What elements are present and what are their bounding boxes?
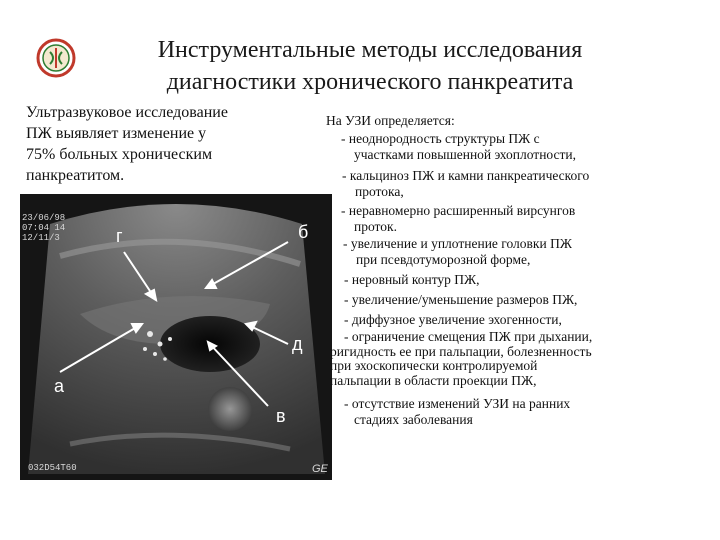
ultrasound-scan <box>20 194 332 480</box>
label-b: б <box>298 222 309 242</box>
finding-item: - отсутствие изменений УЗИ на ранних стадиях заболевания <box>344 396 571 427</box>
slide-title <box>90 34 650 98</box>
label-d: д <box>292 334 303 354</box>
findings-heading: На УЗИ определяется: <box>326 113 455 128</box>
label-a: а <box>54 376 65 396</box>
finding-item: - ограничение смещения ПЖ при дыхании, ригидность ее при пальпации, болезненность при эхоскопически контролируемой пальпации в области проекции ПЖ, <box>330 329 593 388</box>
intro-line-1: Ультразвуковое исследование <box>26 104 228 121</box>
finding-item: - неравномерно расширенный вирсунгов проток. <box>341 203 576 234</box>
scan-code: 12/11/3 <box>22 233 60 243</box>
finding-item: - диффузное увеличение эхогенности, <box>344 312 562 327</box>
intro-line-3: 75% больных хроническим <box>26 146 213 163</box>
ultrasound-image <box>20 194 332 480</box>
intro-line-4: панкреатитом. <box>26 167 125 184</box>
medical-emblem-icon <box>36 38 76 78</box>
finding-item: - кальциноз ПЖ и камни панкреатического протока, <box>342 168 590 199</box>
intro-paragraph <box>26 102 306 186</box>
scan-id: 032D54T60 <box>28 463 77 473</box>
label-v: в <box>276 406 286 426</box>
title-line-1: Инструментальные методы исследования <box>157 37 583 63</box>
scan-date: 23/06/98 <box>22 213 66 223</box>
finding-item: - неровный контур ПЖ, <box>344 272 480 287</box>
intro-line-2: ПЖ выявляет изменение у <box>26 125 207 142</box>
title-line-2: диагностики хронического панкреатита <box>166 69 574 95</box>
finding-item: - неоднородность структуры ПЖ с участками повышенной эхоплотности, <box>341 131 577 162</box>
scan-mark: GE <box>312 463 328 475</box>
scan-time: 07:04 14 <box>22 223 66 233</box>
label-g: г <box>116 226 123 246</box>
finding-item: - увеличение и уплотнение головки ПЖ при псевдотуморозной форме, <box>343 236 572 267</box>
finding-item: - увеличение/уменьшение размеров ПЖ, <box>344 292 578 307</box>
